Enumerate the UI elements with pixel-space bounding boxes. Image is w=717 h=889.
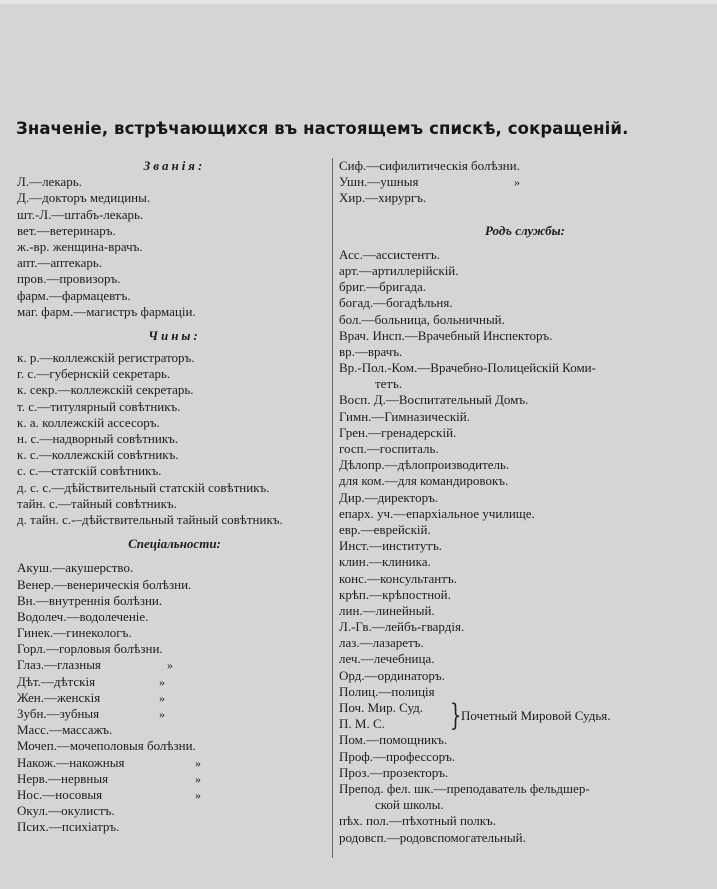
list-item-text: богад.—богадѣльня. — [339, 295, 453, 311]
list-item-text: Орд.—ординаторъ. — [339, 667, 445, 683]
list-item-text: Псих.—психіатръ. — [17, 819, 120, 835]
list-item — [17, 593, 332, 609]
list-item — [339, 425, 711, 441]
section-heading-chiny: Чины: — [148, 327, 201, 343]
list-item-text: к. с.—коллежскій совѣтникъ. — [17, 447, 179, 463]
list-item — [17, 304, 332, 320]
list-item-text: арт.—артиллерійскій. — [339, 262, 459, 278]
brace-group — [339, 700, 711, 732]
list-item-text: вр.—врачъ. — [339, 343, 403, 359]
list-item-text: госп.—госпиталь. — [339, 441, 439, 456]
list-item-text: крѣп.—крѣпостной. — [339, 586, 451, 602]
list-item — [17, 463, 332, 479]
list-item — [339, 457, 711, 473]
list-item — [17, 755, 332, 771]
list-item-text: леч.—лечебница. — [339, 651, 435, 667]
list-item — [17, 350, 332, 366]
curly-brace-icon: } — [449, 698, 462, 733]
list-item-text: Окул.—окулистъ. — [17, 803, 115, 819]
ditto-mark: » — [159, 690, 165, 705]
list-item-text: Накож.—накожныя — [17, 754, 125, 770]
list-item — [339, 781, 711, 797]
list-item-text: Полиц.—полиція — [339, 683, 435, 699]
list-item-text: д. тайн. с.-–дѣйствительный тайный совѣтникъ. — [17, 511, 283, 527]
list-item-text: к. а. коллежскій ассесоръ. — [17, 414, 160, 430]
list-item — [17, 641, 332, 657]
list-item-text: Нерв.—нервныя — [17, 770, 109, 786]
list-item-text: д. с. с.—дѣйствительный статскій совѣтникъ. — [17, 479, 270, 495]
column-divider — [332, 158, 333, 858]
list-item-text: Дѣт.—дѣтскія — [17, 673, 96, 689]
list-item — [339, 158, 711, 174]
list-item-text: Инст.—институтъ. — [339, 538, 443, 554]
list-item-text: Л.—лекарь. — [17, 174, 82, 190]
ditto-mark: » — [195, 755, 201, 770]
list-item — [339, 392, 711, 408]
list-item-text: к. секр.—коллежскій секретарь. — [17, 382, 194, 398]
list-item — [17, 577, 332, 593]
list-item — [17, 190, 332, 206]
list-item-text: лаз.—лазаретъ. — [339, 635, 424, 651]
list-item-text: т. с.—титулярный совѣтникъ. — [17, 398, 181, 414]
list-item — [17, 415, 332, 431]
list-item — [17, 512, 332, 528]
list-item-text: Препод. фел. шк.—преподаватель фельдшер- — [339, 780, 590, 796]
list-item-text: Восп. Д.—Воспитательный Домъ. — [339, 392, 529, 408]
section-heading-rod: Родъ службы: — [485, 222, 565, 238]
ditto-mark: » — [167, 658, 173, 673]
list-item — [339, 376, 711, 392]
list-item — [17, 431, 332, 447]
list-item — [17, 271, 332, 287]
list-item-text: пров.—провизоръ. — [17, 271, 121, 287]
list-item — [17, 706, 332, 722]
list-item-text: вет.—ветеринаръ. — [17, 222, 116, 238]
list-item — [17, 207, 332, 223]
list-item-text: ж.-вр. женщина-врачъ. — [17, 238, 143, 254]
list-item-text: Хир.—хирургъ. — [339, 190, 427, 206]
list-item-text: Проз.—прозекторъ. — [339, 764, 449, 780]
list-item-text: с. с.—статскій совѣтникъ. — [17, 463, 162, 479]
list-item-text: конс.—консультантъ. — [339, 570, 457, 586]
list-item — [339, 765, 711, 781]
list-item-text: Пом.—помощникъ. — [339, 732, 448, 748]
list-item-text: тетъ. — [375, 376, 403, 392]
list-item-text: Проф.—профессоръ. — [339, 748, 456, 764]
list-item — [17, 288, 332, 304]
list-item — [339, 263, 711, 279]
list-item-text: шт.-Л.—штабъ-лекарь. — [17, 206, 144, 222]
brace-label: Почетный Мировой Судья. — [461, 708, 611, 723]
list-item-text: к. р.—коллежскій регистраторъ. — [17, 350, 195, 366]
chiny-list — [17, 350, 332, 528]
ditto-mark: » — [195, 787, 201, 802]
list-item-text: епарх. уч.—епархіальное училище. — [339, 505, 535, 521]
list-item — [339, 360, 711, 376]
list-item-text: Горл.—горловыя болѣзни. — [17, 641, 163, 657]
list-item — [339, 619, 711, 635]
list-item-text: тайн. с.—тайный совѣтникъ. — [17, 495, 177, 511]
ditto-mark: » — [514, 175, 520, 190]
list-item-text: Сиф.—сифилитическія болѣзни. — [339, 158, 520, 173]
list-item-text: Дир.—директоръ. — [339, 489, 439, 505]
list-item — [17, 609, 332, 625]
list-item — [17, 625, 332, 641]
list-item-text: клин.—клиника. — [339, 554, 431, 570]
ditto-mark: » — [195, 771, 201, 786]
list-item — [339, 603, 711, 619]
ditto-mark: » — [159, 674, 165, 689]
list-item: Поч. Мир. Суд. — [339, 700, 423, 715]
list-item-text: пѣх. пол.—пѣхотный полкъ. — [339, 813, 497, 829]
list-item-text: Масс.—массажъ. — [17, 722, 113, 738]
list-item — [339, 749, 711, 765]
list-item-text: родовсп.—родовспомогательный. — [339, 829, 526, 845]
list-item-text: ской школы. — [375, 797, 444, 813]
list-item-text: Врач. Инсп.—Врачебный Инспекторъ. — [339, 327, 553, 343]
right-column — [339, 158, 711, 846]
list-item — [339, 174, 711, 190]
list-item — [339, 490, 711, 506]
list-item — [17, 447, 332, 463]
rod-list-b — [339, 732, 711, 845]
list-item — [339, 830, 711, 846]
list-item — [339, 651, 711, 667]
list-item-text: Гимн.—Гимназическій. — [339, 408, 470, 424]
rod-list-a — [339, 247, 711, 700]
list-item-text: Жен.—женскія — [17, 689, 101, 705]
list-item — [339, 587, 711, 603]
list-item-text: Глаз.—глазныя — [17, 657, 101, 673]
list-item — [17, 690, 332, 706]
list-item — [339, 279, 711, 295]
list-item-text: бриг.—бригада. — [339, 279, 426, 295]
list-item — [339, 571, 711, 587]
list-item-text: Зубн.—зубныя — [17, 706, 100, 721]
list-item-text: для ком.—для командировокъ. — [339, 473, 509, 489]
list-item-text: г. с.—губернскій секретарь. — [17, 366, 171, 382]
list-item-text: Л.-Гв.—лейбъ-гвардія. — [339, 619, 465, 635]
list-item-text: Асс.—ассистентъ. — [339, 246, 440, 262]
list-item — [17, 771, 332, 787]
list-item — [339, 247, 711, 263]
section-heading-zvaniya: Званія: — [143, 158, 206, 173]
list-item — [339, 295, 711, 311]
list-item — [17, 787, 332, 803]
list-item-text: н. с.—надворный совѣтникъ. — [17, 431, 179, 446]
page-title: Значеніе, встрѣчающихся въ настоящемъ спискѣ, сокращеній. — [16, 119, 629, 138]
section-heading-special: Спеціальности: — [128, 536, 221, 552]
list-item — [17, 657, 332, 673]
list-item — [339, 635, 711, 651]
list-item — [339, 409, 711, 425]
list-item — [17, 174, 332, 190]
list-item — [339, 312, 711, 328]
ditto-mark: » — [159, 707, 165, 721]
list-item-text: лин.—линейный. — [339, 602, 435, 618]
list-item — [17, 803, 332, 819]
list-item — [17, 496, 332, 512]
list-item — [339, 344, 711, 360]
list-item — [339, 473, 711, 489]
special-list — [17, 560, 332, 835]
list-item — [17, 722, 332, 738]
list-item — [339, 441, 711, 457]
list-item-text: Акуш.—акушерство. — [17, 560, 134, 576]
left-column — [17, 158, 332, 836]
list-item-text: Венер.—венерическія болѣзни. — [17, 576, 192, 592]
list-item — [339, 506, 711, 522]
list-item — [339, 554, 711, 570]
list-item — [17, 223, 332, 239]
list-item — [339, 328, 711, 344]
list-item — [339, 538, 711, 554]
list-item-text: Вр.-Пол.-Ком.—Врачебно-Полицейскій Коми- — [339, 360, 596, 376]
list-item — [339, 797, 711, 813]
list-item — [339, 684, 711, 700]
list-item-text: Вн.—внутреннія болѣзни. — [17, 592, 163, 608]
list-item-text: Ушн.—ушныя — [339, 174, 419, 190]
list-item-text: евр.—еврейскій. — [339, 521, 431, 537]
list-item — [17, 366, 332, 382]
list-item — [17, 819, 332, 835]
list-item-text: Грен.—гренадерскій. — [339, 424, 457, 440]
list-item-text: Гинек.—гинекологъ. — [17, 625, 132, 641]
list-item-text: Водолеч.—водолеченіе. — [17, 608, 149, 624]
list-item — [17, 480, 332, 496]
list-item-text: фарм.—фармацевтъ. — [17, 287, 131, 303]
list-item — [17, 674, 332, 690]
list-item-text: маг. фарм.—магистръ фармаціи. — [17, 303, 196, 319]
list-item — [17, 560, 332, 576]
list-item — [339, 190, 711, 206]
list-item-text: Нос.—носовыя — [17, 786, 103, 802]
list-item-text: бол.—больница, больничный. — [339, 311, 505, 327]
zvaniya-list — [17, 174, 332, 320]
list-item-text: Д.—докторъ медицины. — [17, 190, 151, 206]
list-item-text: апт.—аптекарь. — [17, 255, 103, 271]
list-item — [339, 522, 711, 538]
list-item — [339, 732, 711, 748]
list-item — [17, 738, 332, 754]
list-item — [17, 239, 332, 255]
list-item — [339, 668, 711, 684]
list-item — [17, 399, 332, 415]
list-item-text: Дѣлопр.—дѣлопроизводитель. — [339, 457, 510, 473]
list-item — [339, 813, 711, 829]
list-item — [17, 255, 332, 271]
list-item-text: Мочеп.—мочеполовыя болѣзни. — [17, 738, 196, 754]
list-item — [17, 382, 332, 398]
right-top-list — [339, 158, 711, 207]
list-item: П. М. С. — [339, 716, 385, 732]
